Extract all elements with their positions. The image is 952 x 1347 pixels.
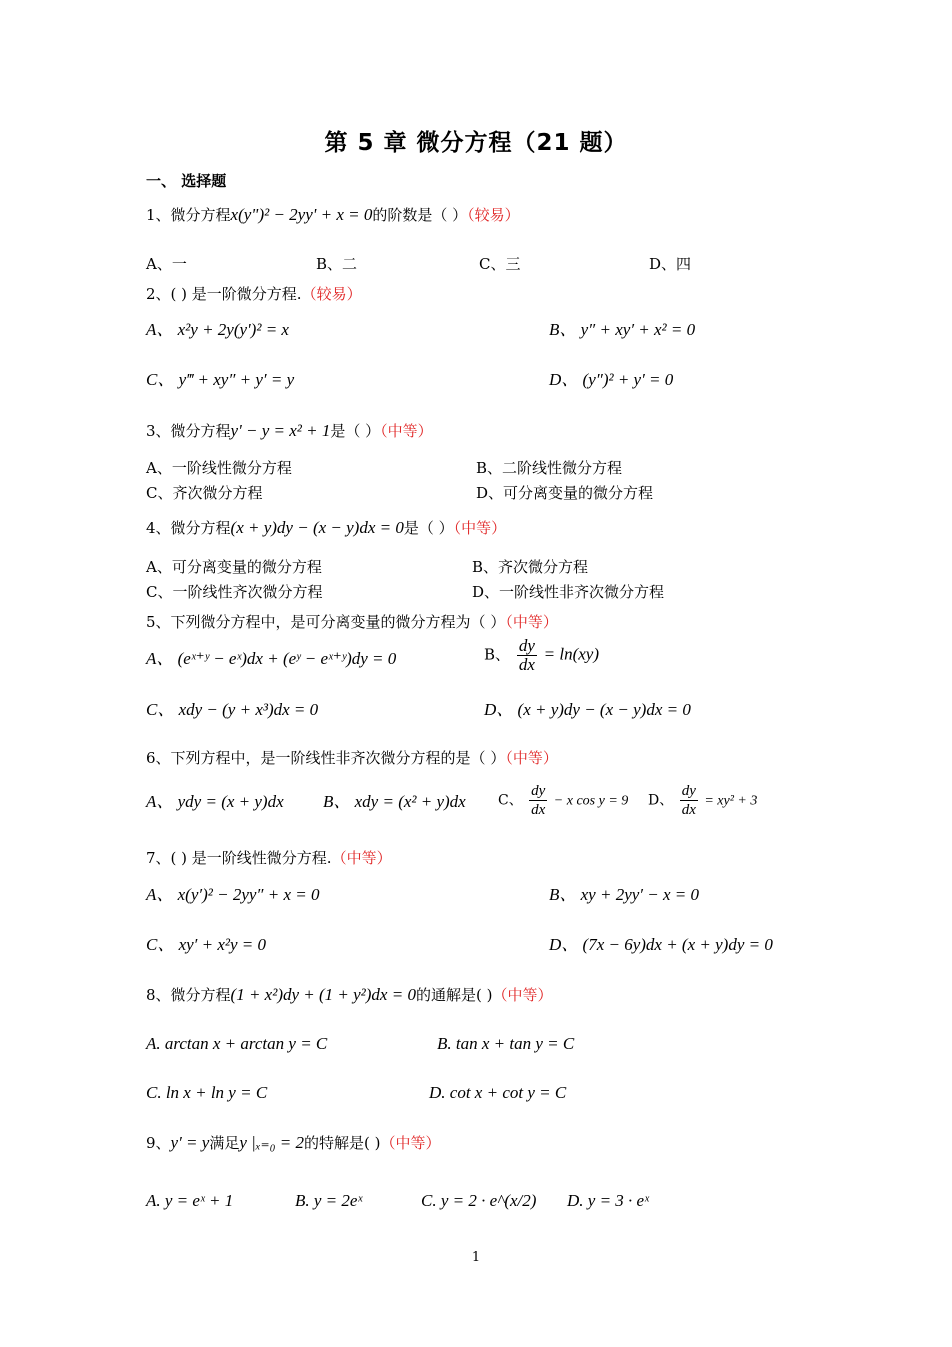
option-b: B、 $\frac{dy}{dx}$ = ln(xy)	[484, 636, 599, 674]
option-d: D. cot x + cot y = C	[429, 1083, 567, 1102]
fraction: $\frac{dy}{dx}$	[518, 636, 535, 674]
option-c: C、齐次微分方程	[146, 484, 263, 502]
option-a: A. y = eˣ + 1	[146, 1191, 234, 1210]
chapter-title: 第 5 章 微分方程（21 题）	[324, 130, 628, 156]
difficulty-label: （中等）	[331, 849, 392, 867]
option-a: A、一	[146, 255, 187, 273]
option-a: A、一阶线性微分方程	[146, 459, 292, 477]
question-3: 3、微分方程y' − y = x² + 1是（ ）（中等）	[146, 421, 433, 440]
option-d: D、一阶线性非齐次微分方程	[472, 583, 665, 601]
option-b: B、 y″ + xy′ + x² = 0	[549, 320, 696, 339]
question-9: 9、y′ = y满足y |ₓ₌₀ = 2的特解是( )（中等）	[146, 1133, 441, 1152]
equation: x(y")² − 2yy' + x = 0	[230, 205, 373, 224]
option-c: C、三	[479, 255, 521, 273]
option-c: C、一阶线性齐次微分方程	[146, 583, 323, 601]
option-a: A、 (eˣ⁺ʸ − eˣ)dx + (eʸ − eˣ⁺ʸ)dy = 0	[146, 649, 397, 668]
difficulty-label: （较易）	[301, 285, 362, 303]
option-d: D、 $\frac{dy}{dx}$ = xy² + 3	[648, 783, 758, 818]
equation: y' − y = x² + 1	[230, 421, 331, 440]
fraction: $\frac{dy}{dx}$	[681, 783, 696, 818]
question-6: 6、下列方程中，是一阶线性非齐次微分方程的是（ ）（中等）	[146, 749, 558, 767]
option-c: C、 $\frac{dy}{dx}$ − x cos y = 9	[498, 783, 629, 818]
option-a: A、 x(y′)² − 2yy″ + x = 0	[146, 885, 320, 904]
option-a: A、 ydy = (x + y)dx	[146, 792, 284, 811]
option-b: B、二	[316, 255, 358, 273]
question-4: 4、微分方程(x + y)dy − (x − y)dx = 0是（ ）（中等）	[146, 518, 507, 537]
difficulty-label: （中等）	[492, 986, 553, 1004]
option-a: A. arctan x + arctan y = C	[146, 1034, 328, 1053]
option-b: B. tan x + tan y = C	[437, 1034, 575, 1053]
question-5: 5、下列微分方程中，是可分离变量的微分方程为（ ）（中等）	[146, 613, 558, 631]
question-2: 2、( ) 是一阶微分方程.（较易）	[146, 285, 362, 303]
option-c: C、 xy′ + x²y = 0	[146, 935, 267, 954]
section-heading: 一、 选择题	[146, 172, 227, 190]
difficulty-label: （较易）	[467, 206, 520, 224]
option-c: C、 xdy − (y + x³)dx = 0	[146, 700, 319, 719]
difficulty-label: （中等）	[380, 1134, 441, 1152]
option-b: B、二阶线性微分方程	[476, 459, 623, 477]
option-a: A、 x²y + 2y(y')² = x	[146, 320, 289, 339]
difficulty-label: （中等）	[505, 749, 558, 767]
option-b: B、 xy + 2yy′ − x = 0	[549, 885, 699, 904]
option-d: D. y = 3 · eˣ	[567, 1191, 649, 1210]
page-number: 1	[471, 1250, 481, 1265]
option-d: D、四	[649, 255, 692, 273]
difficulty-label: （中等）	[453, 519, 507, 537]
equation: y′ = y	[170, 1133, 210, 1152]
option-a: A、可分离变量的微分方程	[146, 558, 322, 576]
difficulty-label: （中等）	[380, 422, 433, 440]
option-b: B、 xdy = (x² + y)dx	[323, 792, 466, 811]
option-b: B. y = 2eˣ	[295, 1191, 363, 1210]
equation: (1 + x²)dy + (1 + y²)dx = 0	[230, 985, 416, 1004]
fraction: $\frac{dy}{dx}$	[531, 783, 546, 818]
option-d: D、 (7x − 6y)dx + (x + y)dy = 0	[549, 935, 773, 954]
equation: (x + y)dy − (x − y)dx = 0	[230, 518, 404, 537]
option-d: D、可分离变量的微分方程	[476, 484, 654, 502]
option-d: D、 (x + y)dy − (x − y)dx = 0	[484, 700, 691, 719]
equation: y |ₓ₌₀ = 2	[239, 1133, 304, 1152]
option-c: C、 y‴ + xy″ + y′ = y	[146, 370, 295, 389]
option-b: B、齐次微分方程	[472, 558, 589, 576]
question-1: 1、微分方程x(y")² − 2yy' + x = 0的阶数是（ ）（较易）	[146, 205, 520, 224]
question-7: 7、( ) 是一阶线性微分方程.（中等）	[146, 849, 392, 867]
question-8: 8、微分方程(1 + x²)dy + (1 + y²)dx = 0的通解是( )（中等）	[146, 985, 553, 1004]
option-c: C. y = 2 · e^(x/2)	[421, 1191, 537, 1210]
difficulty-label: （中等）	[505, 613, 558, 631]
option-c: C. ln x + ln y = C	[146, 1083, 268, 1102]
option-d: D、 (y″)² + y′ = 0	[549, 370, 674, 389]
